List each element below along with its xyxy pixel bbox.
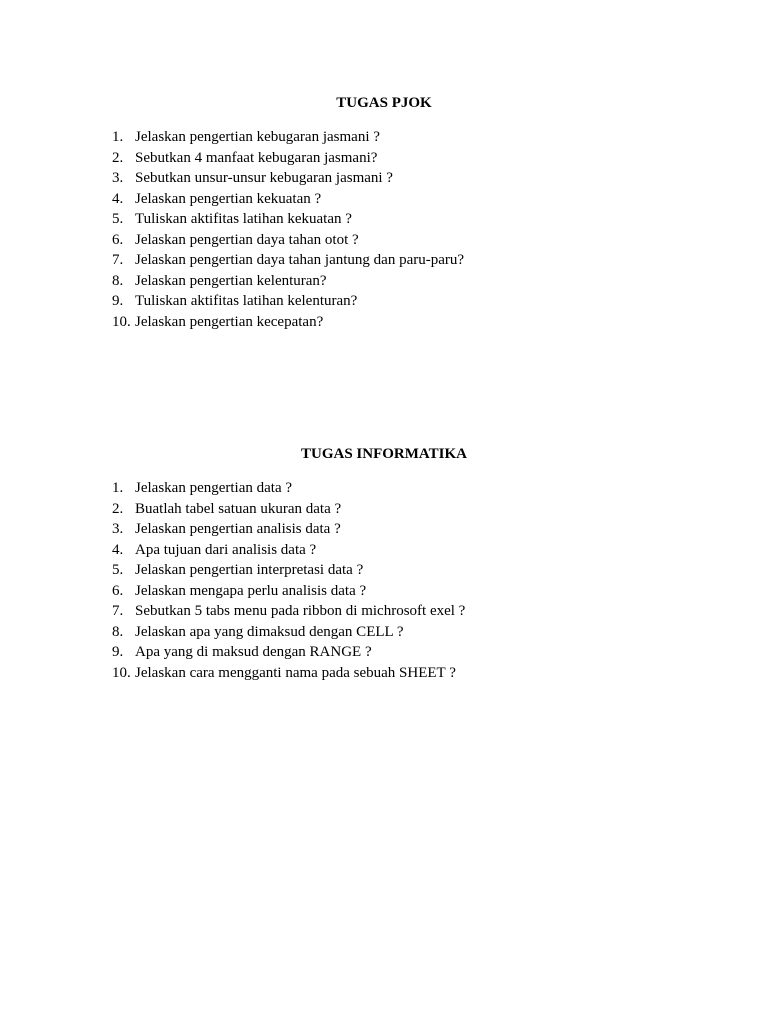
section-title: TUGAS PJOK <box>336 95 432 111</box>
item-text: Jelaskan pengertian interpretasi data ? <box>135 562 364 578</box>
item-text: Jelaskan cara mengganti nama pada sebuah SHEET ? <box>135 664 456 681</box>
item-number: 8. <box>112 623 124 640</box>
item-number: 7. <box>112 252 124 268</box>
list-item <box>0 601 768 622</box>
list-item <box>0 250 768 271</box>
item-text: Buatlah tabel satuan ukuran data ? <box>135 500 342 517</box>
item-text: Jelaskan pengertian data ? <box>135 480 293 496</box>
list-item <box>0 291 768 312</box>
section-pjok <box>0 93 768 332</box>
item-text: Jelaskan pengertian daya tahan otot ? <box>135 231 359 248</box>
item-number: 5. <box>112 562 124 578</box>
list-item <box>0 642 768 663</box>
item-text: Jelaskan pengertian analisis data ? <box>135 521 341 537</box>
list-item <box>0 209 768 230</box>
list-item <box>0 312 768 333</box>
item-number: 4. <box>112 541 124 558</box>
item-number: 2. <box>112 149 124 166</box>
list-item <box>0 622 768 643</box>
item-number: 5. <box>112 211 124 227</box>
item-number: 4. <box>112 190 124 207</box>
list-item <box>0 271 768 292</box>
list-item <box>0 540 768 561</box>
item-text: Jelaskan pengertian kecepatan? <box>135 313 324 330</box>
item-text: Sebutkan 5 tabs menu pada ribbon di michrosoft exel ? <box>135 603 466 619</box>
list-item <box>0 189 768 210</box>
item-text: Apa yang di maksud dengan RANGE ? <box>135 644 372 660</box>
item-text: Jelaskan pengertian daya tahan jantung dan paru-paru? <box>135 252 465 268</box>
section-title: TUGAS INFORMATIKA <box>301 446 467 462</box>
item-text: Jelaskan mengapa perlu analisis data ? <box>135 582 367 599</box>
list-item <box>0 478 768 499</box>
item-number: 6. <box>112 582 124 599</box>
section-informatika <box>0 444 768 683</box>
item-text: Jelaskan pengertian kekuatan ? <box>135 190 322 207</box>
item-text: Sebutkan 4 manfaat kebugaran jasmani? <box>135 149 378 166</box>
item-text: Jelaskan pengertian kebugaran jasmani ? <box>135 129 380 145</box>
list-item <box>0 663 768 684</box>
list-item <box>0 230 768 251</box>
item-number: 7. <box>112 603 124 619</box>
item-text: Tuliskan aktifitas latihan kelenturan? <box>135 293 358 309</box>
item-number: 10. <box>112 664 131 681</box>
list-item <box>0 127 768 148</box>
list-item <box>0 519 768 540</box>
item-number: 9. <box>112 293 124 309</box>
item-number: 1. <box>112 480 124 496</box>
item-number: 8. <box>112 272 124 289</box>
item-text: Tuliskan aktifitas latihan kekuatan ? <box>135 211 352 227</box>
item-text: Apa tujuan dari analisis data ? <box>135 541 317 558</box>
item-number: 6. <box>112 231 124 248</box>
list-item <box>0 499 768 520</box>
item-text: Sebutkan unsur-unsur kebugaran jasmani ? <box>135 170 393 186</box>
list-item <box>0 168 768 189</box>
item-number: 1. <box>112 129 124 145</box>
list-item <box>0 581 768 602</box>
list-item <box>0 560 768 581</box>
item-text: Jelaskan pengertian kelenturan? <box>135 272 327 289</box>
item-number: 10. <box>112 313 131 330</box>
question-list <box>0 478 768 683</box>
item-number: 3. <box>112 521 124 537</box>
list-item <box>0 148 768 169</box>
item-number: 3. <box>112 170 124 186</box>
item-number: 2. <box>112 500 124 517</box>
item-text: Jelaskan apa yang dimaksud dengan CELL ? <box>135 623 404 640</box>
question-list <box>0 127 768 332</box>
item-number: 9. <box>112 644 124 660</box>
